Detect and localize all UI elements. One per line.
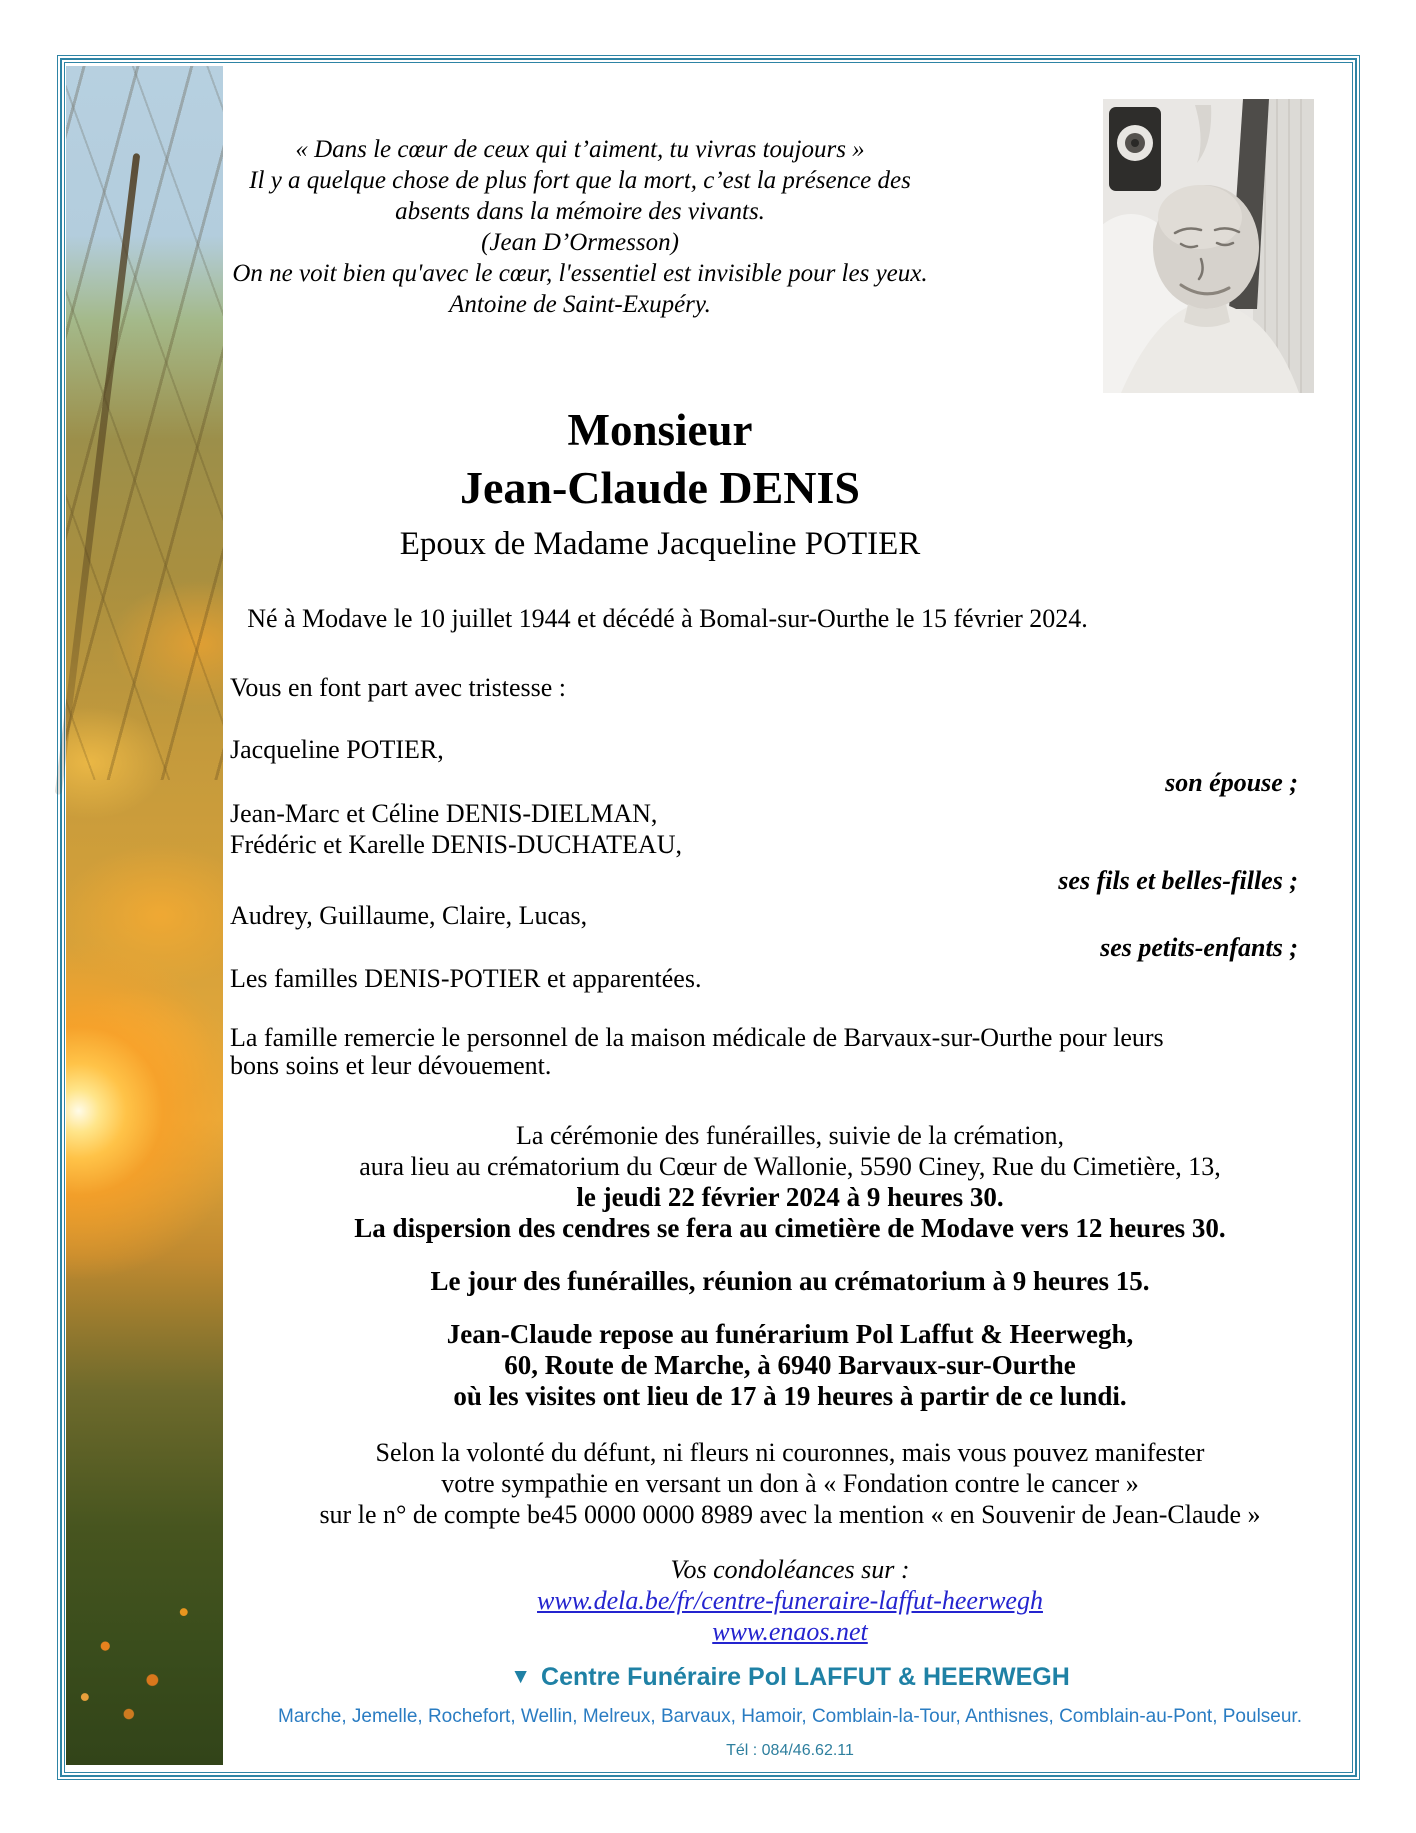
- family-member-son: Frédéric et Karelle DENIS-DUCHATEAU,: [230, 830, 682, 859]
- quote-attribution: Antoine de Saint-Exupéry.: [449, 291, 711, 318]
- family-list: [230, 734, 1350, 994]
- repose-address-line: 60, Route de Marche, à 6940 Barvaux-sur-Ourthe: [504, 1350, 1076, 1380]
- family-member-son: Jean-Marc et Céline DENIS-DIELMAN,: [230, 799, 658, 828]
- relation-label-grandchildren: ses petits-enfants ;: [1100, 933, 1298, 962]
- relation-label-sons: ses fils et belles-filles ;: [1058, 866, 1298, 895]
- quote-attribution: (Jean D’Ormesson): [481, 229, 679, 256]
- condolences-link-row: [230, 1616, 1350, 1647]
- ashes-dispersion-line: La dispersion des cendres se fera au cimetière de Modave vers 12 heures 30.: [354, 1213, 1226, 1243]
- down-triangle-icon: ▼: [510, 1665, 532, 1688]
- funeral-home-phone: Tél : 084/46.62.11: [726, 1742, 854, 1759]
- funeral-home-name: Centre Funéraire Pol LAFFUT & HEERWEGH: [541, 1663, 1070, 1691]
- visits-line: où les visites ont lieu de 17 à 19 heures à partir de ce lundi.: [453, 1381, 1127, 1411]
- meeting-line: Le jour des funérailles, réunion au crématorium à 9 heures 15.: [430, 1266, 1150, 1296]
- portrait-photo-graphic: [1103, 99, 1314, 393]
- thanks-paragraph: [230, 1024, 1355, 1080]
- birth-death-line: Né à Modave le 10 juillet 1944 et décédé à Bomal-sur-Ourthe le 15 février 2024.: [247, 604, 1088, 633]
- ceremony-date-line: le jeudi 22 février 2024 à 9 heures 30.: [576, 1182, 1004, 1212]
- donation-line: Selon la volonté du défunt, ni fleurs ni couronnes, mais vous pouvez manifester: [375, 1438, 1205, 1467]
- condolences-link-dela[interactable]: www.dela.be/fr/centre-funeraire-laffut-heerwegh: [537, 1586, 1043, 1615]
- family-member-wife: Jacqueline POTIER,: [230, 735, 444, 764]
- quote-line: « Dans le cœur de ceux qui t’aiment, tu vivras toujours »: [295, 136, 865, 163]
- ceremony-line: aura lieu au crématorium du Cœur de Wallonie, 5590 Ciney, Rue du Cimetière, 13,: [359, 1152, 1221, 1181]
- announcement-intro: Vous en font part avec tristesse :: [230, 673, 566, 702]
- related-families-line: Les familles DENIS-POTIER et apparentées.: [230, 964, 702, 993]
- deceased-title: Monsieur: [567, 405, 753, 455]
- deceased-heading: [230, 402, 1090, 570]
- deceased-spouse-line: Epoux de Madame Jacqueline POTIER: [399, 526, 921, 562]
- condolences-link-row: [230, 1585, 1350, 1616]
- repose-line: Jean-Claude repose au funérarium Pol Laffut & Heerwegh,: [446, 1319, 1134, 1349]
- family-member-grandchildren: Audrey, Guillaume, Claire, Lucas,: [230, 901, 588, 930]
- thanks-line: La famille remercie le personnel de la maison médicale de Barvaux-sur-Ourthe pour leurs: [230, 1023, 1164, 1052]
- donation-account-line: sur le n° de compte be45 0000 0000 8989 avec la mention « en Souvenir de Jean-Claude »: [319, 1500, 1261, 1529]
- quote-line: Il y a quelque chose de plus fort que la mort, c’est la présence des: [249, 167, 911, 194]
- funeral-home-locations: Marche, Jemelle, Rochefort, Wellin, Melreux, Barvaux, Hamoir, Comblain-la-Tour, Anthisnes, Comblain-au-Pont, Poulseur.: [278, 1706, 1302, 1727]
- quote-line: On ne voit bien qu'avec le cœur, l'essentiel est invisible pour les yeux.: [232, 260, 928, 287]
- donation-line: votre sympathie en versant un don à « Fondation contre le cancer »: [441, 1469, 1139, 1498]
- condolences-link-enaos[interactable]: www.enaos.net: [712, 1617, 868, 1646]
- autumn-photo-strip: [66, 66, 223, 1765]
- portrait-photo: [1103, 99, 1314, 393]
- ceremony-section: [230, 1120, 1350, 1762]
- condolences-label: Vos condoléances sur :: [670, 1555, 910, 1584]
- quote-line: absents dans la mémoire des vivants.: [395, 198, 765, 225]
- memorial-quote: [230, 134, 930, 320]
- funeral-home-heading: [230, 1660, 1350, 1696]
- ceremony-line: La cérémonie des funérailles, suivie de la crémation,: [516, 1121, 1064, 1150]
- thanks-line: bons soins et leur dévouement.: [230, 1051, 552, 1080]
- relation-label-wife: son épouse ;: [1165, 768, 1298, 797]
- deceased-name: Jean-Claude DENIS: [459, 462, 860, 513]
